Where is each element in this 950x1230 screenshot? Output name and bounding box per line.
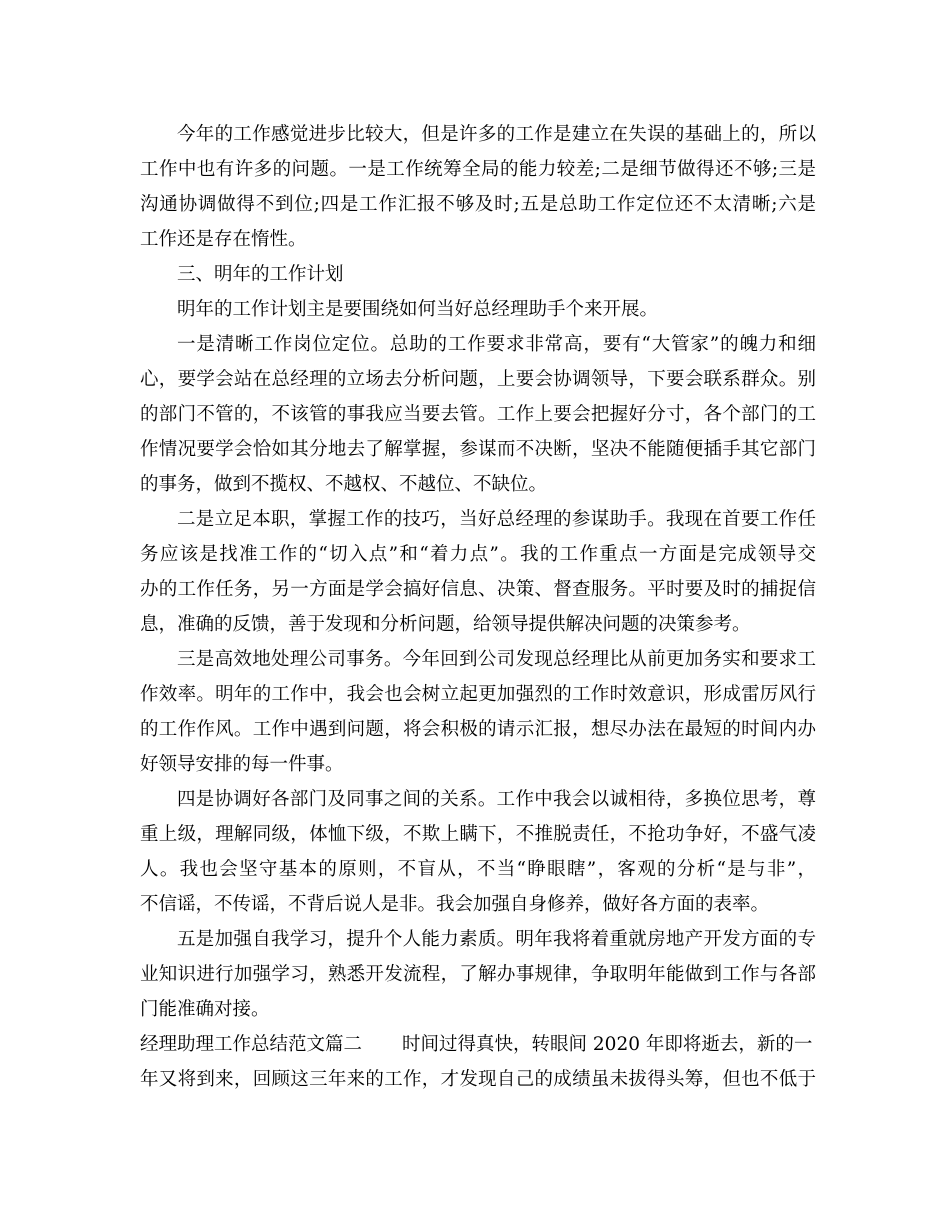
document-page	[140, 117, 816, 1097]
paragraph-line: 的部门不管的，不该管的事我应当要去管。工作上要会把握好分寸，各个部门的工	[140, 404, 816, 425]
paragraph-line: 办的工作任务，另一方面是学会搞好信息、决策、督查服务。平时要及时的捕捉信	[140, 579, 816, 600]
section-title-line	[140, 1027, 816, 1062]
paragraph-line: 工作还是存在惰性。	[140, 229, 307, 250]
paragraph-line: 人。我也会坚守基本的原则，不盲从，不当“睁眼瞎”，客观的分析“是与非”，	[140, 859, 816, 880]
paragraph-line: 年又将到来，回顾这三年来的工作，才发现自己的成绩虽未拔得头筹，但也不低于	[140, 1069, 816, 1090]
paragraph-line: 今年的工作感觉进步比较大，但是许多的工作是建立在失误的基础上的，所以	[177, 124, 816, 145]
paragraph-line: 息，准确的反馈，善于发现和分析问题，给领导提供解决问题的决策参考。	[140, 614, 751, 635]
paragraph-line: 明年的工作计划主是要围绕如何当好总经理助手个来开展。	[177, 299, 659, 320]
paragraph-line: 重上级，理解同级，体恤下级，不欺上瞒下，不推脱责任，不抢功争好，不盛气凌	[140, 824, 816, 845]
section-title: 经理助理工作总结范文篇二	[140, 1034, 363, 1055]
section-heading: 三、明年的工作计划	[177, 264, 344, 285]
paragraph-line: 不信谣，不传谣，不背后说人是非。我会加强自身修养，做好各方面的表率。	[140, 894, 770, 915]
paragraph-line: 的事务，做到不揽权、不越权、不越位、不缺位。	[140, 474, 548, 495]
paragraph-line: 的工作作风。工作中遇到问题，将会积极的请示汇报，想尽办法在最短的时间内办	[140, 719, 816, 740]
paragraph-line: 沟通协调做得不到位;四是工作汇报不够及时;五是总助工作定位还不太清晰;六是	[140, 194, 816, 215]
paragraph-line: 作情况要学会恰如其分地去了解掌握，参谋而不决断，坚决不能随便插手其它部门	[140, 439, 816, 460]
paragraph-line: 三是高效地处理公司事务。今年回到公司发现总经理比从前更加务实和要求工	[177, 649, 816, 670]
paragraph-line: 一是清晰工作岗位定位。总助的工作要求非常高，要有“大管家”的魄力和细	[177, 334, 816, 355]
paragraph-line: 五是加强自我学习，提升个人能力素质。明年我将着重就房地产开发方面的专	[177, 929, 816, 950]
paragraph-line: 好领导安排的每一件事。	[140, 754, 344, 775]
paragraph-line: 门能准确对接。	[140, 999, 270, 1020]
paragraph-line: 二是立足本职，掌握工作的技巧，当好总经理的参谋助手。我现在首要工作任	[177, 509, 816, 530]
paragraph-line: 四是协调好各部门及同事之间的关系。工作中我会以诚相待，多换位思考，尊	[177, 789, 816, 810]
paragraph-line: 工作中也有许多的问题。一是工作统筹全局的能力较差;二是细节做得还不够;三是	[140, 159, 816, 180]
paragraph-line: 务应该是找准工作的“切入点”和“着力点”。我的工作重点一方面是完成领导交	[140, 544, 816, 565]
section-intro: 时间过得真快，转眼间 2020 年即将逝去，新的一	[402, 1034, 813, 1055]
paragraph-line: 业知识进行加强学习，熟悉开发流程，了解办事规律，争取明年能做到工作与各部	[140, 964, 816, 985]
paragraph-line: 作效率。明年的工作中，我会也会树立起更加强烈的工作时效意识，形成雷厉风行	[140, 684, 816, 705]
paragraph-line: 心，要学会站在总经理的立场去分析问题，上要会协调领导，下要会联系群众。别	[140, 369, 816, 390]
